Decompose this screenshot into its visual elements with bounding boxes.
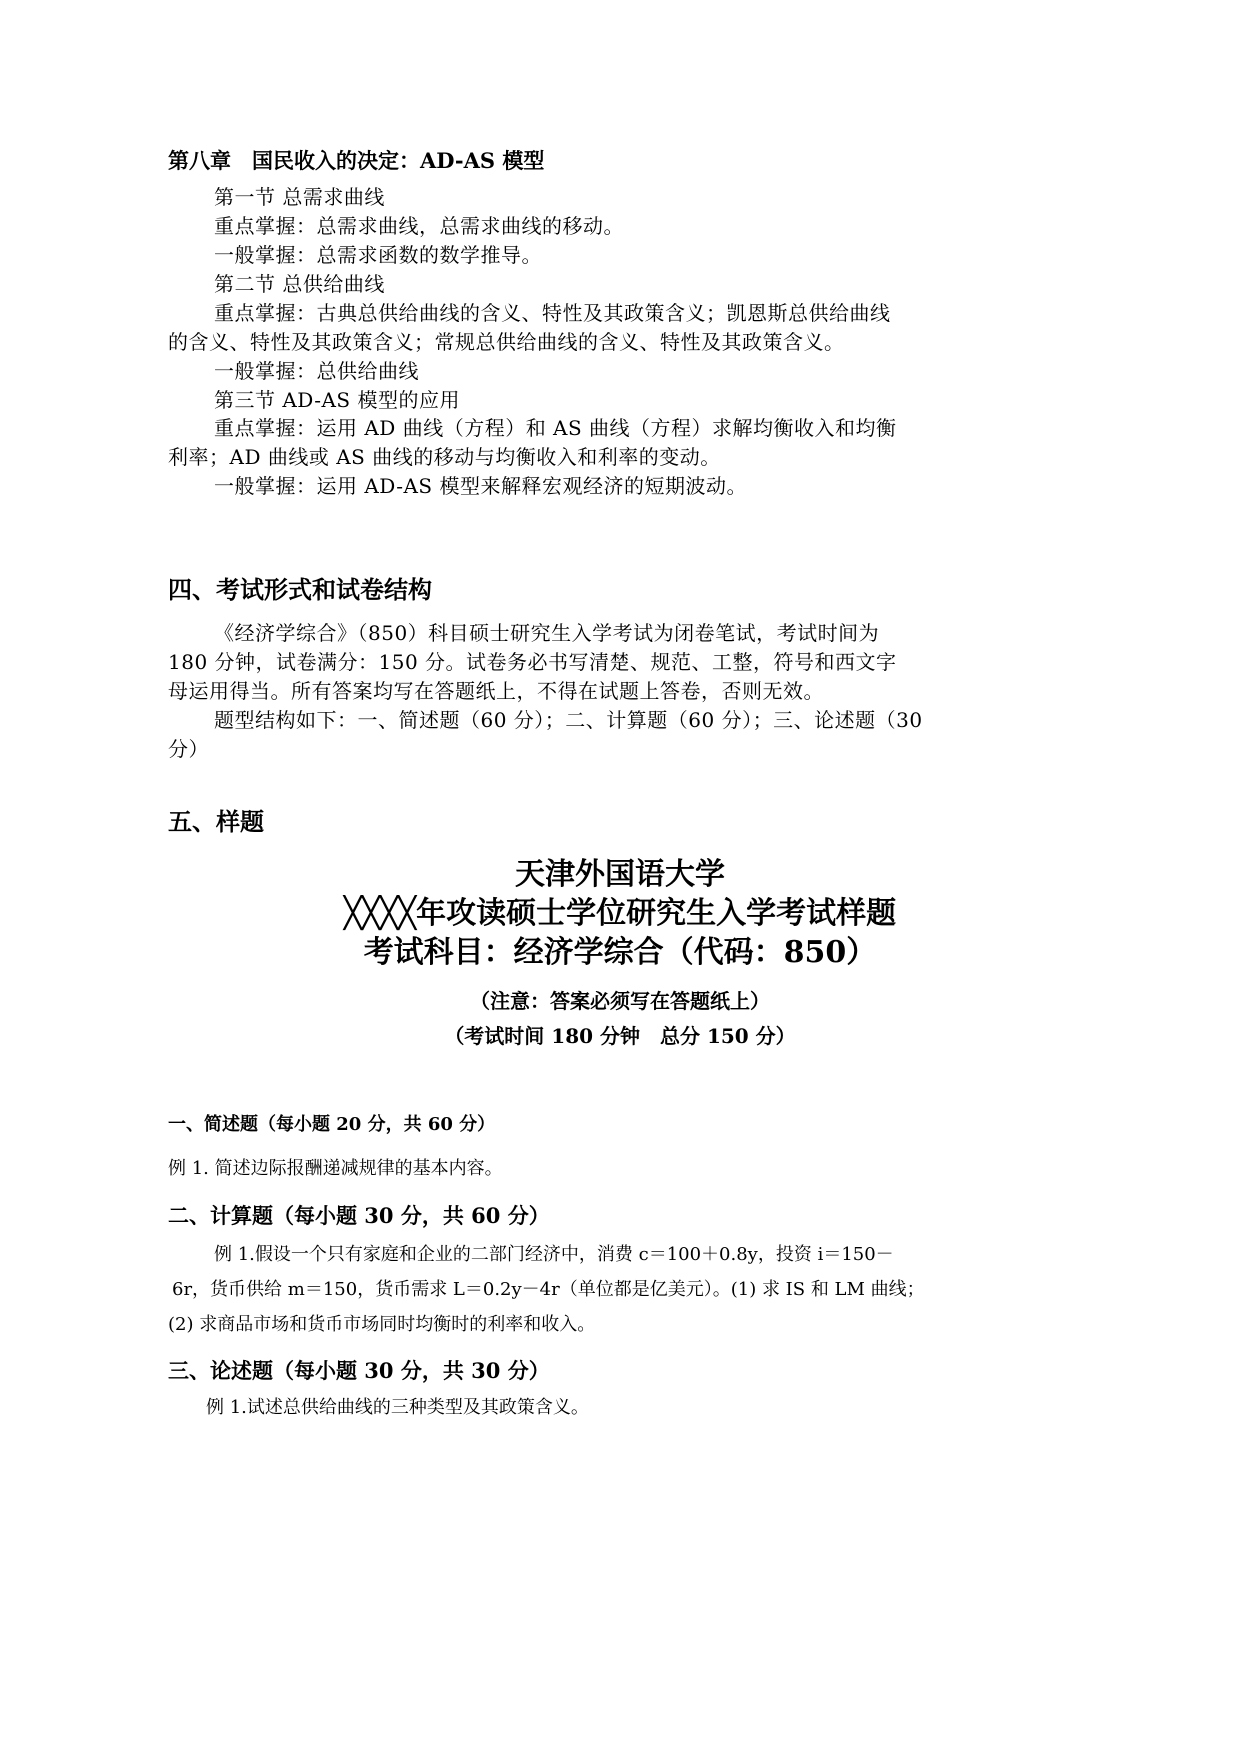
exam-note: （注意：答案必须写在答题纸上） [470, 989, 770, 1013]
key-point-cont: 利率；AD 曲线或 AS 曲线的移动与均衡收入和利率的变动。 [168, 445, 721, 469]
key-point: 重点掌握：古典总供给曲线的含义、特性及其政策含义；凯恩斯总供给曲线 [214, 301, 891, 325]
part-heading-calculation: 二、计算题（每小题 30 分，共 60 分） [168, 1203, 550, 1228]
exam-university: 天津外国语大学 [515, 857, 725, 892]
chapter-title: 第八章 国民收入的决定：AD-AS 模型 [168, 148, 545, 173]
question-text: 例 1.假设一个只有家庭和企业的二部门经济中，消费 c＝100＋0.8y，投资 i＝150－ [214, 1244, 894, 1265]
question-text: 6r，货币供给 m＝150，货币需求 L＝0.2y－4r（单位都是亿美元）。(1) 求 IS 和 LM 曲线； [172, 1279, 925, 1300]
section-title-sample: 五、样题 [168, 807, 264, 836]
part-heading-essay: 三、论述题（每小题 30 分，共 30 分） [168, 1358, 550, 1383]
paragraph-line: 题型结构如下：一、简述题（60 分）；二、计算题（60 分）；三、论述题（30 [214, 708, 923, 732]
part-heading-short-answer: 一、简述题（每小题 20 分，共 60 分） [168, 1114, 496, 1135]
key-point: 重点掌握：运用 AD 曲线（方程）和 AS 曲线（方程）求解均衡收入和均衡 [214, 416, 897, 440]
section-heading: 第一节 总需求曲线 [214, 185, 385, 209]
paragraph-line: 《经济学综合》（850）科目硕士研究生入学考试为闭卷笔试，考试时间为 [214, 621, 880, 645]
key-point-cont: 的含义、特性及其政策含义；常规总供给曲线的含义、特性及其政策含义。 [168, 330, 845, 354]
paragraph-line: 180 分钟，试卷满分：150 分。试卷务必书写清楚、规范、工整，符号和西文字 [168, 650, 897, 674]
exam-year-title: ╳╳╳╳年攻读硕士学位研究生入学考试样题 [343, 896, 897, 931]
exam-subject: 考试科目：经济学综合（代码：850） [363, 935, 877, 970]
general-point: 一般掌握：总需求函数的数学推导。 [214, 243, 542, 267]
question-text: 例 1. 简述边际报酬递减规律的基本内容。 [168, 1158, 503, 1179]
section-heading: 第三节 AD-AS 模型的应用 [214, 388, 460, 412]
question-text: 例 1.试述总供给曲线的三种类型及其政策含义。 [206, 1397, 589, 1418]
general-point: 一般掌握：总供给曲线 [214, 359, 419, 383]
exam-time: （考试时间 180 分钟 总分 150 分） [444, 1024, 796, 1048]
general-point: 一般掌握：运用 AD-AS 模型来解释宏观经济的短期波动。 [214, 474, 747, 498]
question-text: (2) 求商品市场和货币市场同时均衡时的利率和收入。 [168, 1314, 596, 1335]
section-title-exam-format: 四、考试形式和试卷结构 [168, 575, 432, 604]
key-point: 重点掌握：总需求曲线，总需求曲线的移动。 [214, 214, 624, 238]
paragraph-line: 分） [168, 737, 209, 761]
paragraph-line: 母运用得当。所有答案均写在答题纸上，不得在试题上答卷，否则无效。 [168, 679, 824, 703]
section-heading: 第二节 总供给曲线 [214, 272, 385, 296]
